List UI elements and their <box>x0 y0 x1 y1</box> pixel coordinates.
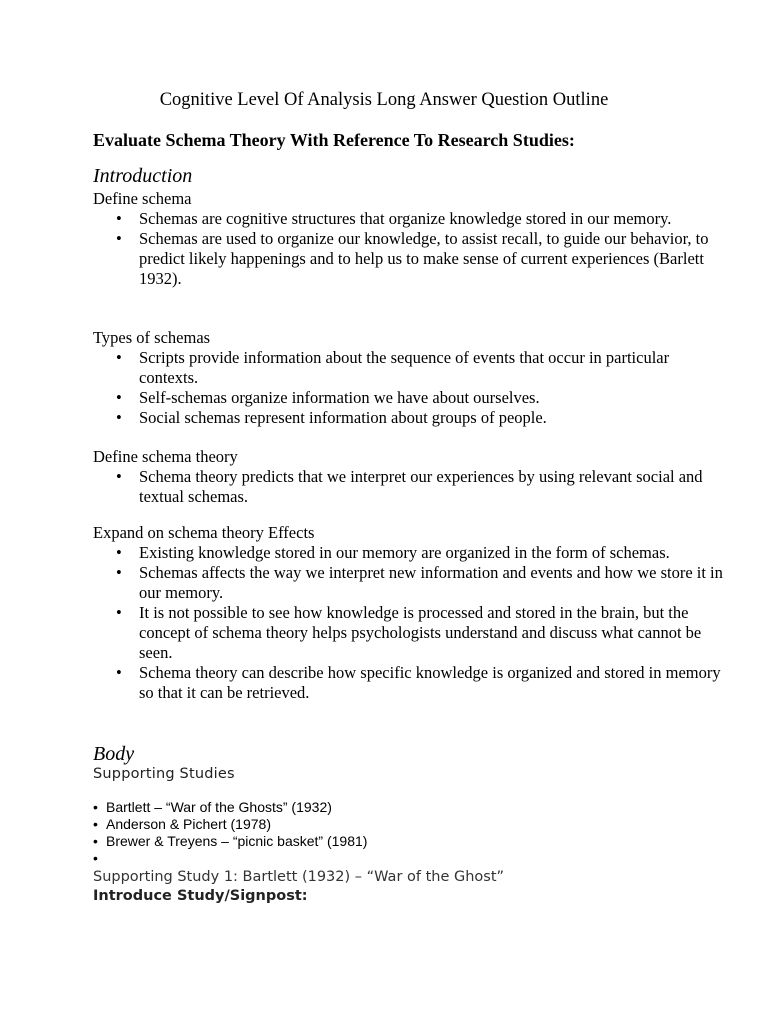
introduction-heading: Introduction <box>93 165 193 187</box>
supporting-study-one: Supporting Study 1: Bartlett (1932) – “War of the Ghost” <box>93 869 505 885</box>
group-label: Define schema <box>93 189 192 208</box>
list-item <box>93 850 693 867</box>
list-item: • Self-schemas organize information we have about ourselves. <box>93 388 723 408</box>
list-item: • Social schemas represent information about groups of people. <box>93 408 723 428</box>
bullet-list <box>93 467 723 507</box>
supporting-studies-heading: Supporting Studies <box>93 766 235 782</box>
group-label: Types of schemas <box>93 328 211 347</box>
list-item: • Bartlett – “War of the Ghosts” (1932) <box>93 799 693 816</box>
group-label: Expand on schema theory Effects <box>93 523 315 542</box>
list-item: • Brewer & Treyens – “picnic basket” (1981) <box>93 833 693 850</box>
group-define-schema <box>93 189 723 289</box>
group-schema-theory-effects <box>93 523 723 703</box>
group-types-of-schemas <box>93 328 723 428</box>
bullet-list <box>93 209 723 289</box>
introduce-study-heading: Introduce Study/Signpost: <box>93 888 308 904</box>
list-item: • It is not possible to see how knowledge is processed and stored in the brain, but the concept of schema theory helps psychologists understand and discuss what cannot be seen. <box>93 603 723 663</box>
group-define-schema-theory <box>93 447 723 507</box>
list-item: • Schemas affects the way we interpret new information and events and how we store it in our memory. <box>93 563 723 603</box>
list-item: • Schemas are cognitive structures that organize knowledge stored in our memory. <box>93 209 723 229</box>
list-item: • Schema theory predicts that we interpret our experiences by using relevant social and textual schemas. <box>93 467 723 507</box>
document-title: Cognitive Level Of Analysis Long Answer Question Outline <box>159 90 609 110</box>
list-item: • Anderson & Pichert (1978) <box>93 816 693 833</box>
document-subtitle: Evaluate Schema Theory With Reference To Research Studies: <box>93 130 575 150</box>
list-item: • Schema theory can describe how specific knowledge is organized and stored in memory so that it can be retrieved. <box>93 663 723 703</box>
group-label: Define schema theory <box>93 447 238 466</box>
list-item: • Schemas are used to organize our knowledge, to assist recall, to guide our behavior, to predict likely happenings and to help us to make sense of current experiences (Barlett 1932). <box>93 229 723 289</box>
bullet-list <box>93 543 723 703</box>
list-item: • Scripts provide information about the sequence of events that occur in particular contexts. <box>93 348 723 388</box>
list-item: • Existing knowledge stored in our memory are organized in the form of schemas. <box>93 543 723 563</box>
body-heading: Body <box>93 743 135 765</box>
bullet-list <box>93 348 723 428</box>
studies-list <box>93 799 693 867</box>
